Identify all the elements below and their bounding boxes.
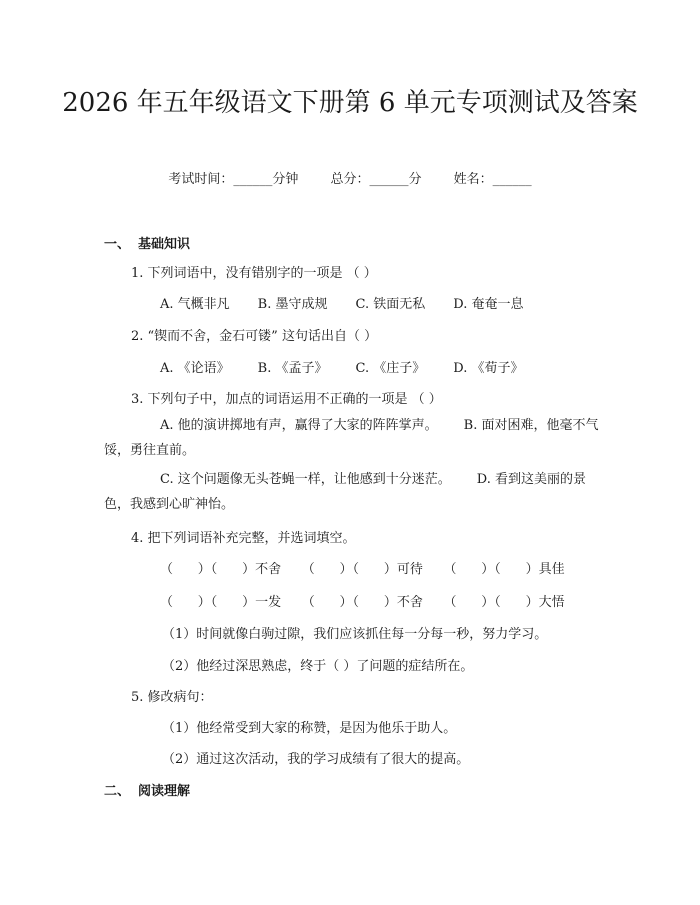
question-stem: 1. 下列词语中，没有错别字的一项是 （ ） xyxy=(131,266,377,281)
option-d: D. 奄奄一息 xyxy=(453,297,524,312)
option-b: B. 墨守成规 xyxy=(257,297,328,312)
option-b: B. 《孟子》 xyxy=(257,361,328,376)
question-stem: 5. 修改病句： xyxy=(131,690,213,705)
option-d: D. 看到这美丽的景色，我感到心旷神怡。 xyxy=(104,472,586,512)
section-heading xyxy=(104,780,190,799)
section-title: 基础知识 xyxy=(138,237,191,252)
section-number: 二、 xyxy=(104,784,131,799)
exam-time-field: 考试时间：______分钟 xyxy=(168,172,299,187)
sub-question: （2）通过这次活动，我的学习成绩有了很大的提高。 xyxy=(162,752,470,767)
option-a: A. 《论语》 xyxy=(160,361,230,376)
section-heading xyxy=(104,233,190,252)
fill-blank-row: （ ）（ ）一发 （ ）（ ）不舍 （ ）（ ）大悟 xyxy=(160,595,565,610)
sub-question: （2）他经过深思熟虑，终于（ ）了问题的症结所在。 xyxy=(162,659,474,674)
page-title: 2026 年五年级语文下册第 6 单元专项测试及答案 xyxy=(62,88,638,118)
sub-question: （1）时间就像白驹过隙，我们应该抓住每一分每一秒，努力学习。 xyxy=(162,627,548,642)
section-number: 一、 xyxy=(104,237,131,252)
student-name-field: 姓名：______ xyxy=(453,172,532,187)
option-c: C. 这个问题像无头苍蝇一样，让他感到十分迷茫。 xyxy=(160,472,451,487)
option-b: B. 面对困难，他毫不气馁，勇往直前。 xyxy=(104,418,599,458)
option-a: A. 气概非凡 xyxy=(160,297,230,312)
question-stem: 4. 把下列词语补充完整，并选词填空。 xyxy=(131,531,356,546)
question-options xyxy=(160,357,551,376)
question-stem: 2. “锲而不舍，金石可镂” 这句话出自（ ） xyxy=(131,329,378,344)
option-d: D. 《荀子》 xyxy=(453,361,524,376)
option-c: C. 《庄子》 xyxy=(355,361,426,376)
question-options-paragraph xyxy=(104,413,601,463)
option-a: A. 他的演讲掷地有声，赢得了大家的阵阵掌声。 xyxy=(160,418,438,433)
sub-question: （1）他经常受到大家的称赞，是因为他乐于助人。 xyxy=(162,721,457,736)
exam-meta xyxy=(0,168,700,187)
question-stem: 3. 下列句子中，加点的词语运用不正确的一项是 （ ） xyxy=(131,392,442,407)
total-score-field: 总分：______分 xyxy=(330,172,422,187)
fill-blank-row: （ ）（ ）不舍 （ ）（ ）可待 （ ）（ ）具佳 xyxy=(160,562,565,577)
question-options xyxy=(160,293,551,312)
question-options-paragraph xyxy=(104,467,601,517)
option-c: C. 铁面无私 xyxy=(355,297,426,312)
section-title: 阅读理解 xyxy=(138,784,191,799)
